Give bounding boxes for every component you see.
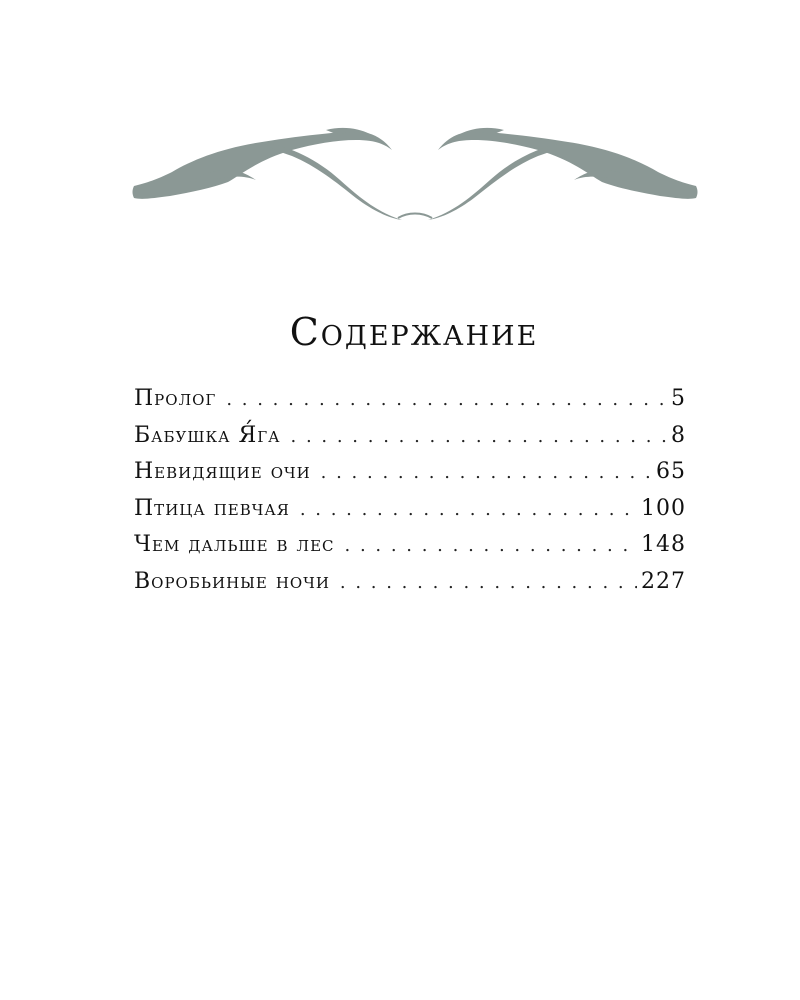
toc-entry-title: Пролог xyxy=(134,386,217,411)
dot-leader xyxy=(291,426,667,447)
toc-entry[interactable] xyxy=(134,423,686,460)
toc-entry-page: 65 xyxy=(656,459,686,484)
dot-leader xyxy=(300,499,637,520)
toc-entry-page: 5 xyxy=(671,386,686,411)
toc-entry-page: 148 xyxy=(641,532,686,557)
dot-leader xyxy=(345,535,637,556)
toc-entry[interactable] xyxy=(134,496,686,533)
toc-entry-page: 8 xyxy=(671,422,686,448)
toc-entry-title: Воробьиные ночи xyxy=(134,568,330,594)
dot-leader xyxy=(321,462,652,483)
toc-entry-title: Невидящие очи xyxy=(134,459,311,484)
toc-entry[interactable] xyxy=(134,386,686,423)
toc-entry[interactable] xyxy=(134,459,686,496)
toc-entry-title: Бабушка Я́га xyxy=(134,422,281,448)
toc-entry-page: 227 xyxy=(641,568,686,594)
branch-ornament-icon xyxy=(130,120,700,230)
toc-entry-title: Птица певчая xyxy=(134,495,290,521)
dot-leader xyxy=(340,572,637,593)
toc-entry-page: 100 xyxy=(641,495,686,521)
dot-leader xyxy=(226,389,667,410)
table-of-contents xyxy=(134,386,686,605)
toc-entry[interactable] xyxy=(134,532,686,569)
toc-entry[interactable] xyxy=(134,569,686,606)
page-title: Содержание xyxy=(289,310,539,354)
toc-entry-title: Чем дальше в лес xyxy=(134,532,335,557)
